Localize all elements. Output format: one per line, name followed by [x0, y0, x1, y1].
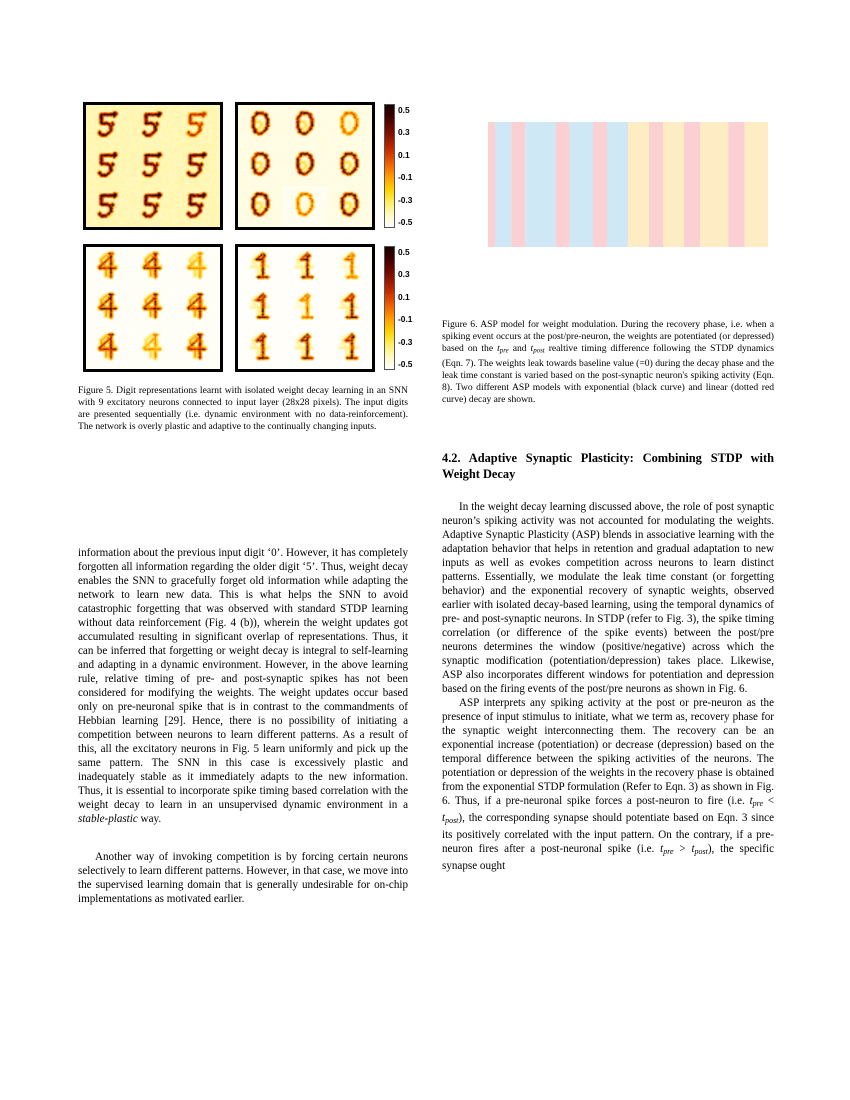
figure-5-digit-representations	[78, 98, 413, 378]
colorbar-top-ticks	[398, 104, 428, 228]
math-symbol: $t_{post}$	[442, 811, 459, 825]
weight-map-canvas	[238, 146, 283, 187]
weight-map-canvas	[86, 247, 131, 288]
neuron-weight-map	[175, 105, 220, 146]
figure-6-caption-block	[442, 319, 774, 406]
weight-map-canvas	[283, 146, 328, 187]
phase-band-decay	[593, 122, 607, 247]
math-symbol: $t_{post}$	[691, 842, 708, 856]
weight-map-canvas	[175, 105, 220, 146]
phase-band-recovery-pos	[745, 122, 768, 247]
neuron-weight-map	[131, 247, 176, 288]
figure-5-caption-block	[78, 385, 408, 433]
left-paragraph-2: Another way of invoking competition is by forcing certain neurons selectively to learn different patterns. However, in that case, we move into the supervised learning domain that is generally undesirable for on-chip implementations as motivated earlier.	[78, 851, 408, 905]
phase-band-decay	[556, 122, 570, 247]
phase-bands	[488, 122, 768, 247]
panel-digit-0	[235, 102, 375, 230]
asp-model-chart	[440, 100, 776, 305]
weight-map-canvas	[327, 186, 372, 227]
weight-map-canvas	[86, 328, 131, 369]
math-subscript: pre	[499, 347, 509, 355]
phase-band-recovery-pos	[628, 122, 649, 247]
phase-band-decay	[728, 122, 744, 247]
weight-map-canvas	[283, 105, 328, 146]
neuron-weight-map	[238, 288, 283, 329]
neuron-weight-map	[175, 186, 220, 227]
neuron-weight-map	[86, 328, 131, 369]
weight-map-canvas	[86, 146, 131, 187]
neuron-weight-map	[327, 288, 372, 329]
neuron-weight-map	[131, 186, 176, 227]
neuron-weight-map	[131, 105, 176, 146]
neuron-weight-map	[283, 328, 328, 369]
weight-map-canvas	[175, 288, 220, 329]
weight-map-canvas	[283, 328, 328, 369]
neuron-weight-map	[283, 186, 328, 227]
neuron-weight-map	[327, 146, 372, 187]
weight-map-canvas	[86, 186, 131, 227]
neuron-weight-map	[238, 328, 283, 369]
colorbar-top	[384, 104, 395, 228]
weight-map-canvas	[238, 328, 283, 369]
neuron-weight-map	[327, 247, 372, 288]
phase-band-recovery-neg	[570, 122, 593, 247]
neuron-weight-map	[86, 288, 131, 329]
weight-map-canvas	[283, 288, 328, 329]
neuron-weight-map	[283, 105, 328, 146]
neuron-weight-map	[175, 146, 220, 187]
colorbar-bottom	[384, 246, 395, 370]
neuron-weight-map	[175, 288, 220, 329]
neuron-weight-map	[86, 186, 131, 227]
weight-map-canvas	[131, 247, 176, 288]
neuron-weight-map	[175, 247, 220, 288]
weight-map-canvas	[283, 247, 328, 288]
weight-map-canvas	[175, 186, 220, 227]
colorbar-tick-label: -0.1	[398, 314, 413, 325]
weight-map-canvas	[131, 328, 176, 369]
math-subscript: post	[533, 347, 545, 355]
colorbar-tick-label: -0.3	[398, 336, 413, 347]
weight-map-canvas	[283, 186, 328, 227]
phase-band-decay	[684, 122, 700, 247]
weight-map-canvas	[175, 247, 220, 288]
colorbar-tick-label: -0.3	[398, 194, 413, 205]
section-4-2-heading: 4.2. Adaptive Synaptic Plasticity: Combining STDP with Weight Decay	[442, 451, 774, 481]
figure-5-caption: Figure 5. Digit representations learnt with isolated weight decay learning in an SNN with 9 excitatory neurons connected to input layer (28x28 pixels). The input digits are presented sequentially (i.e. dynamic environment with no data-reinforcement). The network is overly plastic and adaptive to the continually changing inputs.	[78, 385, 408, 432]
panel-digit-5	[83, 102, 223, 230]
math-symbol: $t_{pre}$	[660, 842, 674, 856]
weight-map-canvas	[131, 186, 176, 227]
phase-band-recovery-neg	[525, 122, 555, 247]
weight-map-canvas	[86, 288, 131, 329]
weight-map-canvas	[175, 328, 220, 369]
panel-digit-1	[235, 244, 375, 372]
phase-band-recovery-neg	[495, 122, 511, 247]
right-column-body	[442, 500, 774, 873]
weight-map-canvas	[86, 105, 131, 146]
panel-digit-4	[83, 244, 223, 372]
math-subscript: pre	[663, 846, 674, 856]
figure-6-caption: Figure 6. ASP model for weight modulation. During the recovery phase, i.e. when a spiking event occurs at the post/pre-neuron, the weights are potentiated (or depressed) based on the $t_{pre}$ and $t_{post}$ realtive timing difference following the STDP dynamics (Eqn. 7). The weights leak towards baseline value (=0) during the decay phase and the leak time constant is varied based on the post-synaptic neuron's spiking activity (Eqn. 8). Two different ASP models with exponential (black curve) and linear (dotted red curve) decay are shown.	[442, 319, 774, 405]
math-symbol: $t_{pre}$	[497, 343, 509, 355]
weight-map-canvas	[175, 146, 220, 187]
neuron-weight-map	[131, 146, 176, 187]
phase-band-decay	[511, 122, 525, 247]
colorbar-tick-label: 0.1	[398, 291, 410, 302]
figure-6-asp-model	[440, 100, 776, 305]
neuron-weight-map	[86, 105, 131, 146]
weight-map-canvas	[131, 146, 176, 187]
left-paragraph-1: information about the previous input digit ‘0’. However, it has completely forgotten all information regarding the older digit ‘5’. Thus, weight decay enables the SNN to gracefully forget old information while adapting the network to learn new data. This is what helps the SNN to avoid catastrophic forgetting that was observed with standard STDP learning without data reinforcement (Fig. 4 (b)), wherein the weight updates got accumulated resulting in significant overlap of representations. Thus, it can be inferred that forgetting or weight decay is integral to self-learning and adapting in a dynamic environment. However, in the above learning rule, relative timing of pre- and post-synaptic spikes has not been considered for modifying the weights. The weight updates occur based only on pre-neuronal spike that is in contrast to the commandments of Hebbian learning [29]. Hence, there is no possibility of initiating a competition between neurons to learn different patterns. As a result of this, all the excitatory neurons in Fig. 5 learn uniformly and pick up the same pattern. The SNN in this case is excessively plastic and inadequately stable as it immediately adapts to the new information. Thus, it is essential to incorporate spike timing based correlation with the weight decay to learn in an unsupervised dynamic environment in a stable-plastic way.	[78, 547, 408, 825]
neuron-weight-map	[283, 146, 328, 187]
weight-map-canvas	[327, 146, 372, 187]
neuron-weight-map	[86, 146, 131, 187]
phase-band-recovery-pos	[663, 122, 684, 247]
weight-map-canvas	[238, 247, 283, 288]
neuron-weight-map	[238, 186, 283, 227]
weight-map-canvas	[238, 105, 283, 146]
math-subscript: post	[445, 815, 459, 825]
colorbar-tick-label: 0.1	[398, 149, 410, 160]
neuron-weight-map	[175, 328, 220, 369]
weight-map-canvas	[327, 288, 372, 329]
section-4-2-block	[442, 450, 774, 489]
right-paragraph-1: In the weight decay learning discussed above, the role of post synaptic neuron’s spiking activity was not accounted for modulating the weights. Adaptive Synaptic Plasticity (ASP) blends in associative learning with the adaptation behavior that helps in retention and gradual adaptation to new inputs as well as evokes competition across neurons to learn distinct patterns. Essentially, we modulate the leak time constant (or forgetting behavior) and the exponential recovery of synaptic weights, observed earlier with isolated decay-based learning, using the temporal dynamics of pre- and post-synaptic neurons. In STDP (refer to Fig. 3), the spike timing correlation (or difference of the spike events) between the post/pre neurons determines the window (positive/negative) across which the synaptic modification (potentiation/depression) takes place. Likewise, ASP also incorporates different windows for potentiation and depression based on the firing events of the post/pre neurons as shown in Fig. 6.	[442, 501, 774, 695]
neuron-weight-map	[238, 247, 283, 288]
neuron-weight-map	[283, 247, 328, 288]
math-subscript: post	[694, 846, 708, 856]
colorbar-bottom-ticks	[398, 246, 428, 370]
neuron-weight-map	[238, 105, 283, 146]
colorbar-tick-label: 0.3	[398, 269, 410, 280]
weight-map-canvas	[131, 105, 176, 146]
math-symbol: $t_{post}$	[530, 343, 545, 355]
stable-plastic-emphasis: stable-plastic	[78, 813, 138, 825]
weight-map-canvas	[238, 186, 283, 227]
colorbar-tick-label: -0.5	[398, 359, 413, 369]
phase-band-decay	[488, 122, 495, 247]
colorbar-tick-label: -0.5	[398, 217, 413, 227]
colorbar-tick-label: -0.1	[398, 172, 413, 183]
colorbar-tick-label: 0.5	[398, 105, 410, 115]
neuron-weight-map	[283, 288, 328, 329]
neuron-weight-map	[327, 105, 372, 146]
neuron-weight-map	[238, 146, 283, 187]
weight-map-canvas	[327, 328, 372, 369]
left-column-body	[78, 546, 408, 906]
right-paragraph-2: ASP interprets any spiking activity at the post or pre-neuron as the presence of input stimulus to initiate, what we term as, recovery phase for the synaptic weight interconnecting them. The recovery can be an exponential increase (potentiation) or decrease (depression) based on the temporal difference between the spiking activities of the neurons. The potentiation or depression of the weights in the recovery phase is obtained from the exponential STDP formulation (Refer to Eqn. 3) as shown in Fig. 6. Thus, if a pre-neuronal spike forces a post-neuron to fire (i.e. $t_{pre} < t_{post}$), the corresponding synapse should potentiate based on Eqn. 3 since its positively correlated with the input pattern. On the contrary, if a pre-neuron fires after a post-neuronal spike (i.e. $t_{pre} > t_{post}$), the specific synapse ought	[442, 697, 774, 872]
weight-map-canvas	[327, 247, 372, 288]
phase-band-recovery-neg	[607, 122, 628, 247]
colorbar-tick-label: 0.5	[398, 247, 410, 257]
math-symbol: $t_{pre}$	[749, 795, 764, 808]
weight-map-canvas	[131, 288, 176, 329]
phase-band-decay	[649, 122, 663, 247]
weight-map-canvas	[238, 288, 283, 329]
neuron-weight-map	[327, 328, 372, 369]
weight-map-canvas	[327, 105, 372, 146]
figure5-panel-grid	[78, 98, 413, 378]
phase-band-recovery-pos	[700, 122, 728, 247]
neuron-weight-map	[131, 328, 176, 369]
neuron-weight-map	[327, 186, 372, 227]
math-subscript: pre	[752, 798, 764, 808]
neuron-weight-map	[131, 288, 176, 329]
neuron-weight-map	[86, 247, 131, 288]
colorbar-tick-label: 0.3	[398, 127, 410, 138]
